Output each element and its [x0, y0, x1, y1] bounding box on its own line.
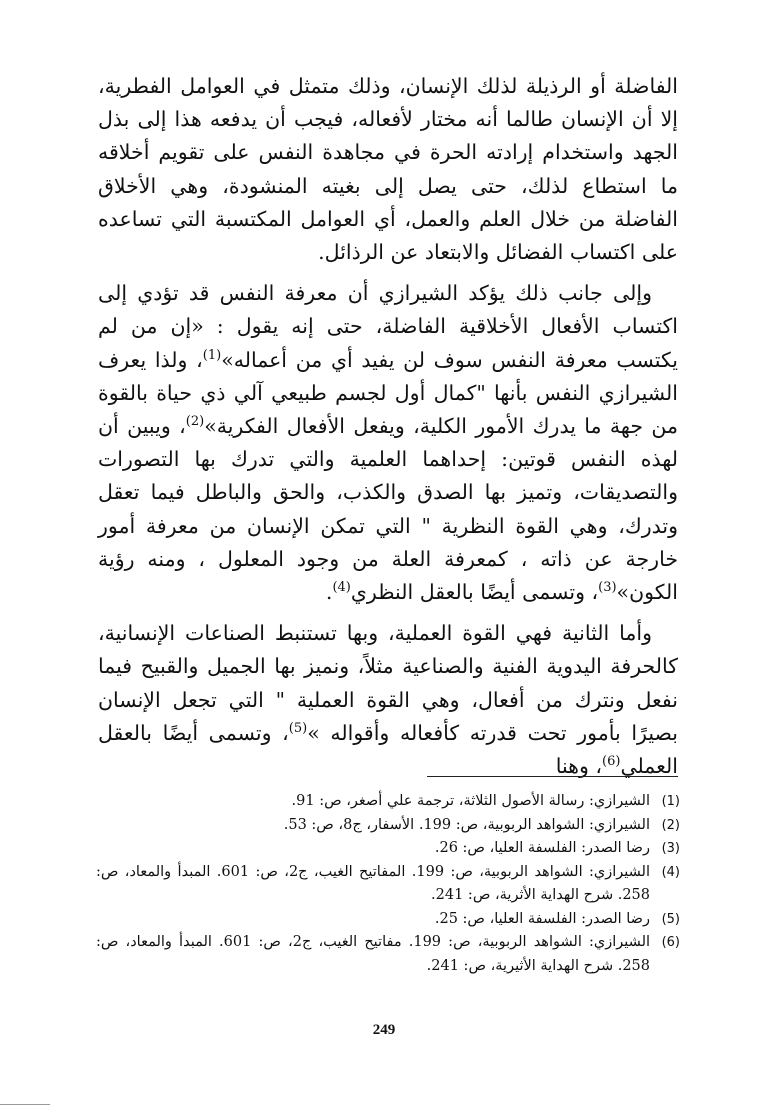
footnote-reference: (3)	[598, 580, 617, 596]
footnote-text: الشيرازي: الشواهد الربوبية، ص: 199. مفاتيح الغيب، ج2، ص: 601. المبدأ والمعاد، ص: 258. شرح الهداية الأثيرية، ص: 241.	[96, 934, 651, 974]
footnote-number: (5)	[661, 911, 680, 927]
footnote-item	[96, 931, 680, 978]
paragraph	[98, 277, 678, 609]
footnote-separator	[427, 776, 678, 777]
footnote-text: رضا الصدر: الفلسفة العليا، ص: 26.	[434, 840, 650, 856]
paragraph-text: وأما الثانية فهي القوة العملية، وبها تستنبط الصناعات الإنسانية، كالحرفة اليدوية الفنية والصناعية مثلاً، ونميز بها الجميل والقبيح فيما نفعل ونترك من أفعال، وهي القوة العملية " التي تجعل الإنسان بصيرًا بأمور تحت قدرته كأفعاله وأقواله »	[98, 621, 679, 745]
scan-edge-line	[0, 1104, 50, 1105]
footnote-item	[96, 908, 680, 932]
footnote-reference: (1)	[202, 347, 222, 363]
paragraph-text: ، ويبين أن لهذه النفس قوتين: إحداهما العلمية والتي تدرك بها التصورات والتصديقات، وتميز بها الصدق والكذب، والحق والباطل فيما تعقل وتدرك، وهي القوة النظرية " التي تمكن الإنسان من معرفة أمور خارجة عن ذاته ، كمعرفة العلة من وجود المعلول ، ومنه رؤية الكون»	[98, 414, 678, 605]
footnote-number: (3)	[661, 841, 680, 856]
footnote-number: (4)	[661, 864, 680, 880]
paragraph-text: ، وتسمى أيضًا بالعقل النظري	[350, 580, 599, 605]
footnote-item	[96, 790, 680, 814]
paragraph-text: ، وتسمى أيضًا بالعقل العملي	[98, 720, 678, 779]
footnote-reference: (5)	[288, 721, 308, 737]
paragraph	[98, 617, 678, 783]
footnote-number: (1)	[661, 794, 680, 809]
footnotes	[96, 790, 680, 978]
footnote-text: رضا الصدر: الفلسفة العليا، ص: 25.	[434, 910, 650, 927]
paragraph-text: وإلى جانب ذلك يؤكد الشيرازي أن معرفة النفس قد تؤدي إلى اكتساب الأفعال الأخلاقية الفاضلة، حتى إنه يقول : «إن من لم يكتسب معرفة النفس سوف لن يفيد أي من أعماله»	[98, 281, 678, 372]
footnote-reference: (6)	[602, 754, 621, 770]
footnote-item	[96, 861, 680, 908]
paragraph-text: ، وهنا	[555, 754, 602, 779]
paragraph-text: ، ولذا يعرف الشيرازي النفس بأنها "كمال أول لجسم طبيعي آلي ذي حياة بالقوة من جهة ما يدرك الأمور الكلية، ويفعل الأفعال الفكرية»	[98, 347, 679, 439]
paragraph-text: .	[325, 580, 333, 605]
page-number: 249	[372, 1022, 396, 1038]
footnote-text: الشيرازي: الشواهد الربوبية، ص: 199. الأسفار، ج8، ص: 53.	[283, 816, 650, 833]
paragraph	[98, 70, 678, 269]
footnote-text: الشيرازي: الشواهد الربوبية، ص: 199. المفاتيح الغيب، ج2، ص: 601. المبدأ والمعاد، ص: 258. شرح الهداية الأثرية، ص: 241.	[96, 863, 651, 903]
footnote-number: (2)	[661, 817, 680, 833]
paragraph-text: الفاضلة أو الرذيلة لذلك الإنسان، وذلك متمثل في العوامل الفطرية، إلا أن الإنسان طالما أنه مختار لأفعاله، فيجب أن يدفعه هذا إلى بذل الجهد واستخدام إرادته الحرة في مجاهدة النفس على تقويم أخلاقه ما استطاع لذلك، حتى يصل إلى بغيته المنشودة، وهي الأخلاق الفاضلة من خلال العلم والعمل، أي العوامل المكتسبة التي تساعده على اكتساب الفضائل والابتعاد عن الرذائل.	[98, 74, 678, 265]
body-text	[98, 70, 678, 783]
footnote-reference: (4)	[332, 580, 351, 596]
footnote-number: (6)	[661, 935, 680, 950]
footnote-text: الشيرازي: رسالة الأصول الثلاثة، ترجمة علي أصغر، ص: 91.	[291, 793, 650, 809]
footnote-item	[96, 814, 680, 838]
footnote-item	[96, 837, 680, 861]
footnote-reference: (2)	[185, 414, 205, 430]
